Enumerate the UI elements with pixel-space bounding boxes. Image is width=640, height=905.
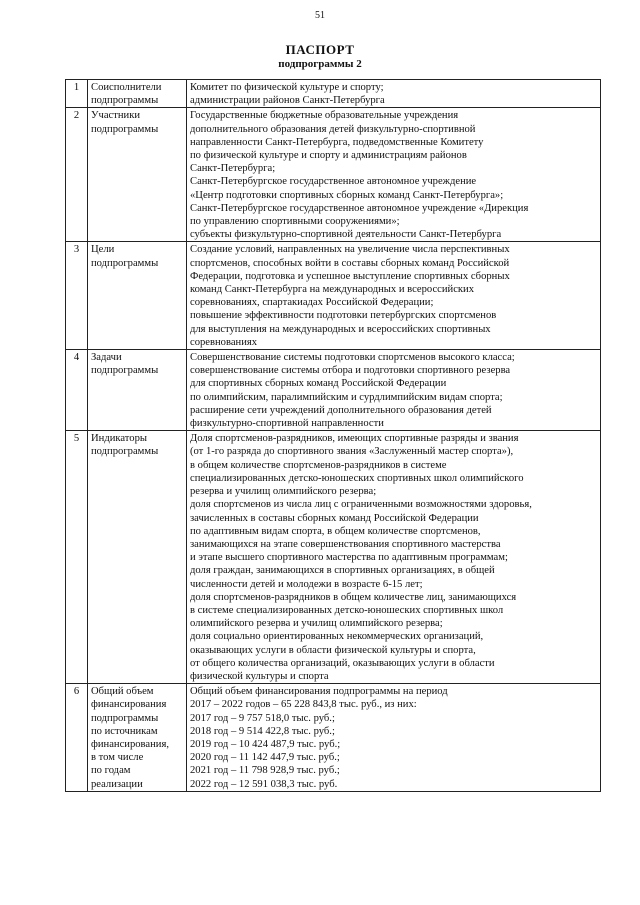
row-label-line: подпрограммы xyxy=(91,712,159,724)
row-content-line: специализированных детско-юношеских спортивных школ олимпийского xyxy=(190,472,524,484)
passport-row xyxy=(66,108,601,242)
row-content xyxy=(187,242,601,350)
row-label-line: подпрограммы xyxy=(91,95,159,107)
row-content-line: занимающихся на этапе совершенствования спортивного мастерства xyxy=(190,538,501,550)
row-content-line: для выступления на международных и всероссийских спортивных xyxy=(190,323,491,335)
row-content-line: Доля спортсменов-разрядников, имеющих спортивные разряды и звания xyxy=(190,433,519,445)
row-label-line: финансирования xyxy=(91,699,167,711)
row-content-line: в системе специализированных детско-юношеских спортивных школ xyxy=(190,604,504,616)
row-content-line: субъекты физкультурно-спортивной деятельности Санкт-Петербурга xyxy=(190,229,502,241)
row-content-line: Санкт-Петербургское государственное автономное учреждение xyxy=(190,176,477,188)
row-content-line: 2017 – 2022 годов – 65 228 843,8 тыс. руб., из них: xyxy=(190,699,417,711)
document-title: ПАСПОРТ xyxy=(285,42,355,57)
row-label-line: подпрограммы xyxy=(91,446,159,458)
row-content-line: оказывающих услуги в области физической культуры и спорта, xyxy=(190,644,476,656)
row-content-line: от общего количества организаций, оказывающих услуги в области xyxy=(190,657,495,669)
row-content xyxy=(187,431,601,684)
row-content-line: доля спортсменов-разрядников в общем количестве лиц, занимающихся xyxy=(190,591,517,603)
row-content-line: зачисленных в составы сборных команд Российской Федерации xyxy=(190,512,479,524)
row-content-line: и этапе высшего спортивного мастерства по адаптивным программам; xyxy=(190,552,508,564)
row-label-line: в том числе xyxy=(91,752,144,764)
row-content-line: Государственные бюджетные образовательные учреждения xyxy=(190,110,459,122)
row-content-line: Совершенствование системы подготовки спортсменов высокого класса; xyxy=(190,352,515,364)
row-content-line: по адаптивным видам спорта, в общем количестве спортсменов, xyxy=(190,525,481,537)
row-number: 5 xyxy=(66,431,88,684)
passport-row xyxy=(66,80,601,108)
row-content-line: Санкт-Петербургское государственное автономное учреждение «Дирекция xyxy=(190,202,529,214)
row-label-line: по источникам xyxy=(91,725,158,737)
row-content-line: «Центр подготовки спортивных сборных команд Санкт-Петербурга»; xyxy=(190,189,504,201)
row-label-line: Участники xyxy=(91,110,141,122)
row-label-line: Цели xyxy=(91,244,115,256)
row-content-line: доля граждан, занимающихся в спортивных организациях, в общей xyxy=(190,565,495,577)
row-content-line: 2017 год – 9 757 518,0 тыс. руб.; xyxy=(190,712,335,724)
row-number: 4 xyxy=(66,350,88,431)
passport-row xyxy=(66,350,601,431)
row-content-line: в общем количестве спортсменов-разрядников в системе xyxy=(190,459,447,471)
row-label-line: финансирования, xyxy=(91,738,169,750)
row-content-line: численности детей и молодежи в возрасте 6-15 лет; xyxy=(190,578,423,590)
row-content-line: по физической культуре и спорту и администрациям районов xyxy=(190,150,467,162)
row-content xyxy=(187,684,601,792)
row-label-line: по годам xyxy=(91,765,131,777)
row-number: 6 xyxy=(66,684,88,792)
row-content-line: Комитет по физической культуре и спорту; xyxy=(190,82,384,93)
row-content-line: дополнительного образования детей физкультурно-спортивной xyxy=(190,123,476,135)
row-label-line: подпрограммы xyxy=(91,365,159,377)
row-content-line: соревнованиях, спартакиадах Российской Федерации; xyxy=(190,297,434,309)
row-content xyxy=(187,80,601,108)
row-label xyxy=(88,80,187,108)
row-label xyxy=(88,350,187,431)
row-label xyxy=(88,431,187,684)
row-content-line: повышение эффективности подготовки петербургских спортсменов xyxy=(190,310,497,322)
row-content-line: спортсменов, способных войти в составы сборных команд Российской xyxy=(190,257,510,269)
row-number: 3 xyxy=(66,242,88,350)
row-content-line: физкультурно-спортивной направленности xyxy=(190,418,384,430)
row-content-line: 2021 год – 11 798 928,9 тыс. руб.; xyxy=(190,765,340,777)
row-content-line: для спортивных сборных команд Российской Федерации xyxy=(190,378,447,390)
row-label xyxy=(88,242,187,350)
row-content-line: олимпийского резерва и училищ олимпийского резерва; xyxy=(190,618,443,630)
row-content-line: Санкт-Петербурга; xyxy=(190,163,276,175)
passport-row xyxy=(66,684,601,792)
row-content-line: 2022 год – 12 591 038,3 тыс. руб. xyxy=(190,778,338,790)
row-content xyxy=(187,350,601,431)
row-content xyxy=(187,108,601,242)
row-number: 1 xyxy=(66,80,88,108)
row-content-line: доля социально ориентированных некоммерческих организаций, xyxy=(190,631,484,643)
row-content-line: 2020 год – 11 142 447,9 тыс. руб.; xyxy=(190,752,340,764)
row-content-line: 2019 год – 10 424 487,9 тыс. руб.; xyxy=(190,738,341,750)
row-content-line: 2018 год – 9 514 422,8 тыс. руб.; xyxy=(190,725,335,737)
row-label xyxy=(88,684,187,792)
row-content-line: команд Санкт-Петербурга на международных и всероссийских xyxy=(190,284,475,296)
row-content-line: по управлению спортивными сооружениями»; xyxy=(190,216,400,228)
row-content-line: совершенствование системы отбора и подготовки спортивного резерва xyxy=(190,365,511,377)
row-content-line: Создание условий, направленных на увеличение числа перспективных xyxy=(190,244,510,256)
row-number: 2 xyxy=(66,108,88,242)
row-label-line: подпрограммы xyxy=(91,257,159,269)
row-content-line: администрации районов Санкт-Петербурга xyxy=(190,95,385,107)
row-label xyxy=(88,108,187,242)
passport-table xyxy=(65,79,601,792)
row-label-line: Соисполнители xyxy=(91,82,162,93)
row-content-line: соревнованиях xyxy=(190,336,258,348)
row-content-line: доля спортсменов из числа лиц с ограниченными возможностями здоровья, xyxy=(190,499,532,511)
row-label-line: Индикаторы xyxy=(91,433,147,445)
row-label-line: реализации xyxy=(91,778,143,790)
row-content-line: расширение сети учреждений дополнительного образования детей xyxy=(190,404,492,416)
row-label-line: Общий объем xyxy=(91,686,154,698)
passport-table-body xyxy=(66,80,601,792)
row-content-line: направленности Санкт-Петербурга, подведомственные Комитету xyxy=(190,136,484,148)
document-subtitle: подпрограммы 2 xyxy=(278,58,362,70)
row-content-line: Федерации, подготовка и успешное выступление спортивных сборных xyxy=(190,270,510,282)
row-content-line: резерва и училищ олимпийского резерва; xyxy=(190,486,377,498)
passport-row xyxy=(66,431,601,684)
row-content-line: физической культуры и спорта xyxy=(190,670,329,682)
row-label-line: подпрограммы xyxy=(91,123,159,135)
row-content-line: по олимпийским, паралимпийским и сурдлимпийским видам спорта; xyxy=(190,391,503,403)
row-label-line: Задачи xyxy=(91,352,122,364)
passport-row xyxy=(66,242,601,350)
page-number: 51 xyxy=(315,10,325,21)
row-content-line: (от 1-го разряда до спортивного звания «Заслуженный мастер спорта»), xyxy=(190,446,514,458)
row-content-line: Общий объем финансирования подпрограммы на период xyxy=(190,686,448,698)
